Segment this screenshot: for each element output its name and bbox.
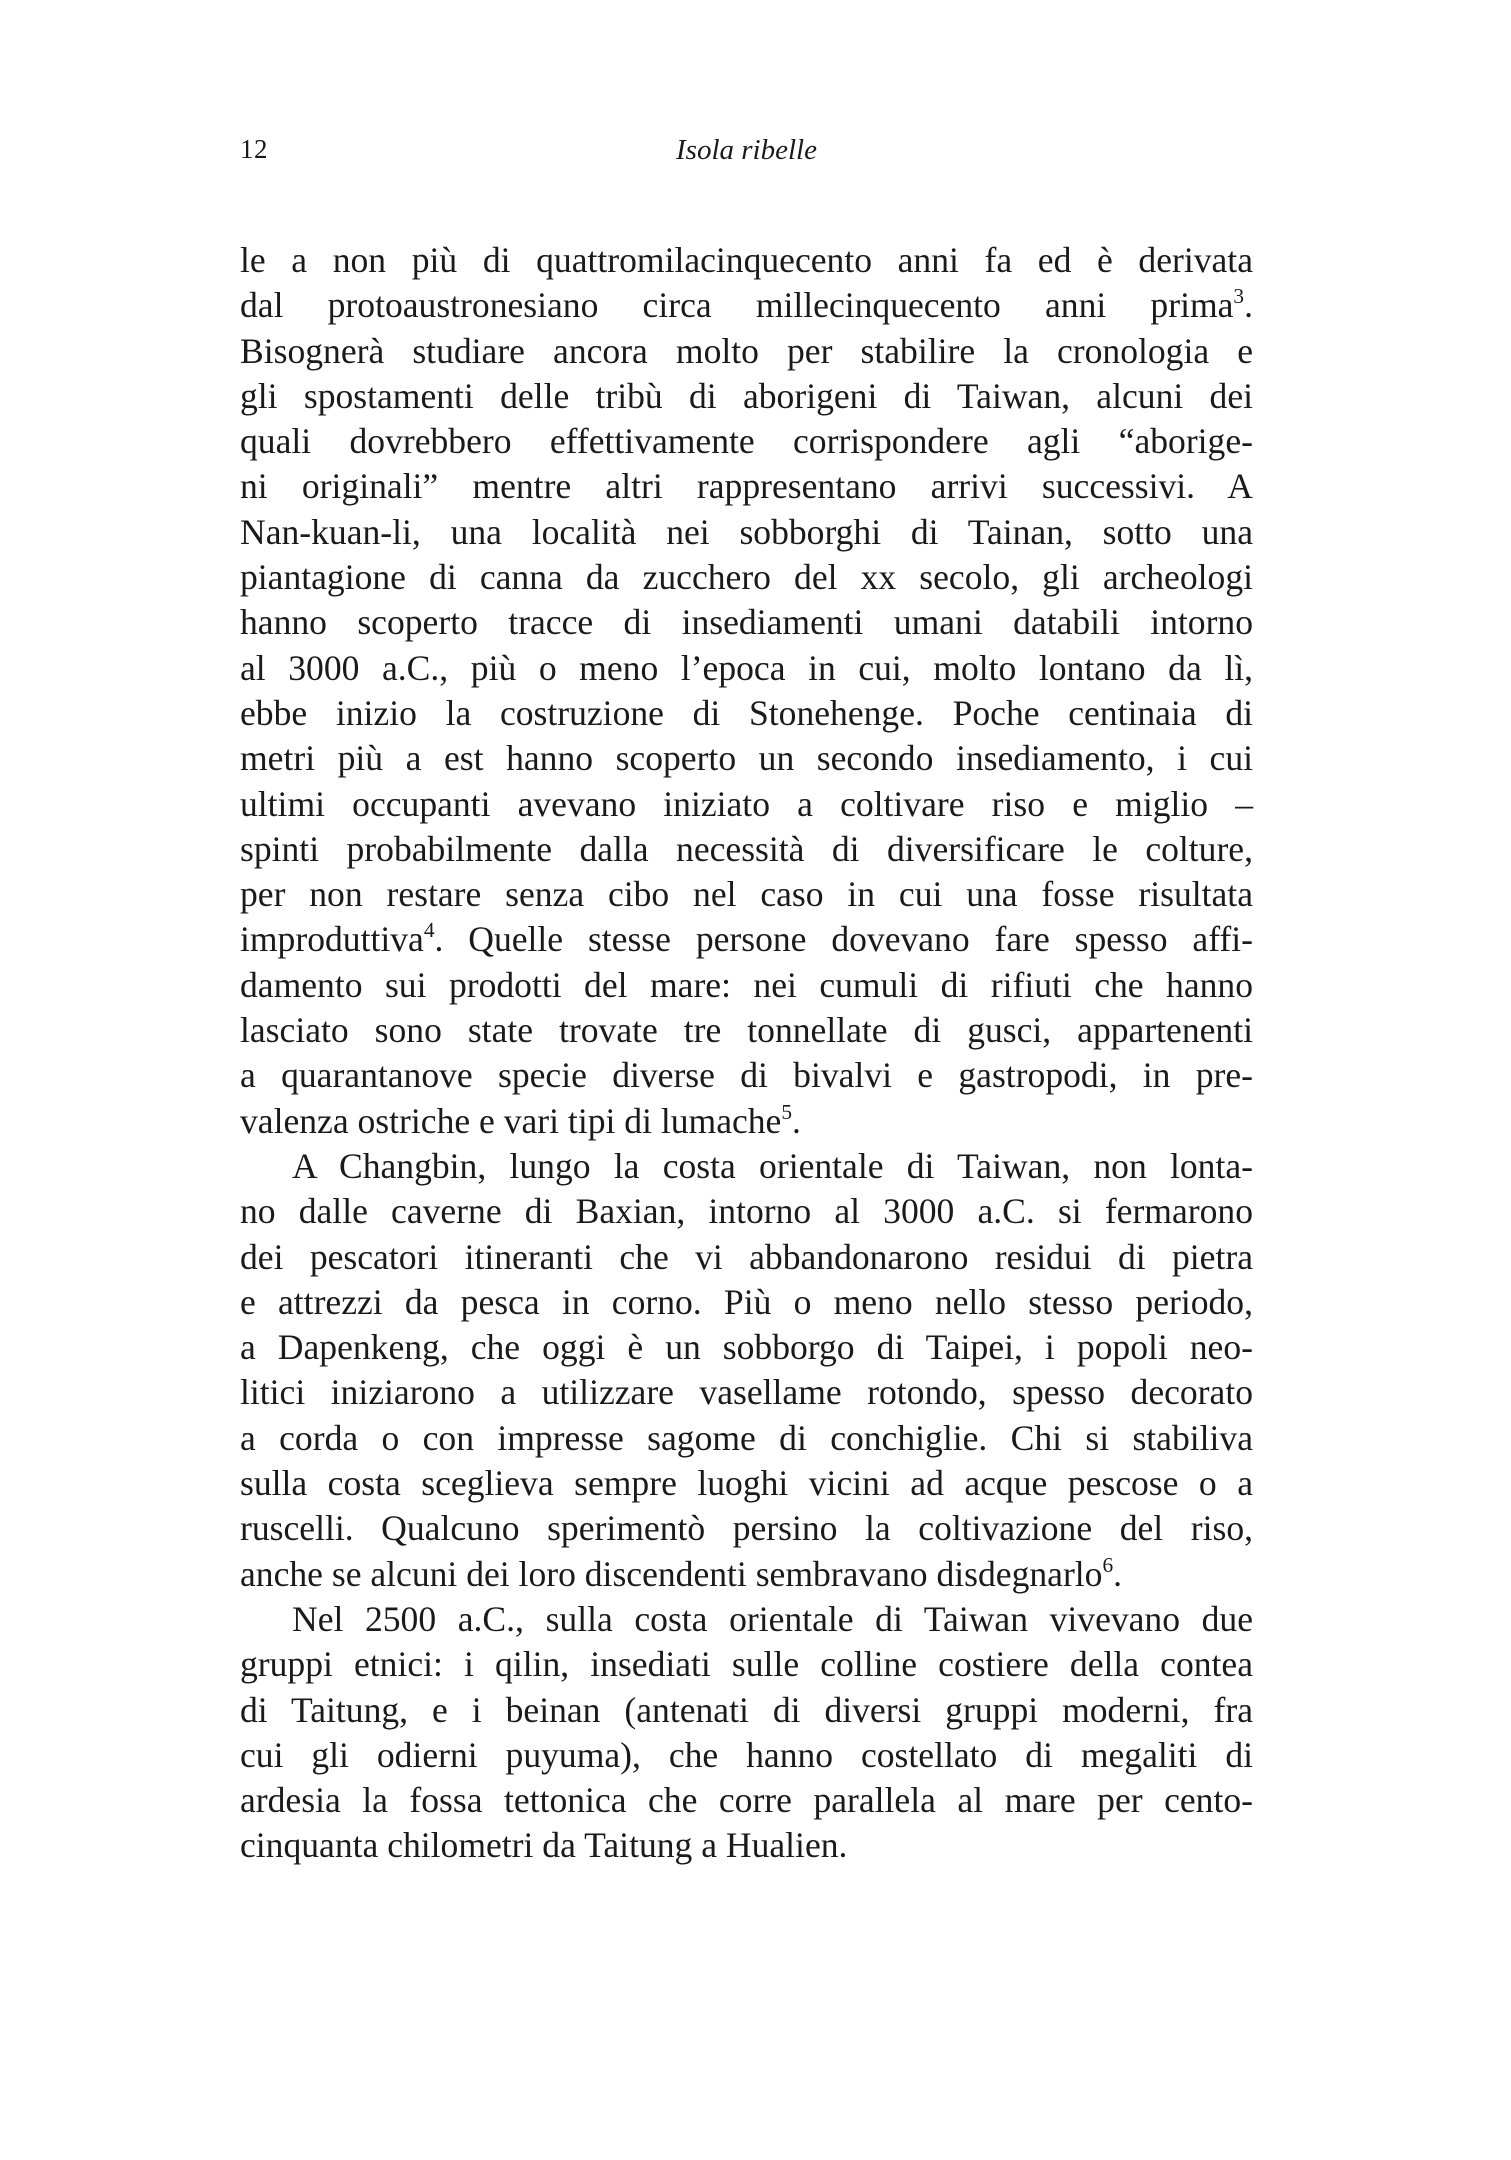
text-line xyxy=(240,1778,1253,1823)
line-text: lasciato sono state trovate tre tonnellate di gusci, appartenenti xyxy=(240,1010,1253,1051)
text-line xyxy=(240,555,1253,600)
text-line xyxy=(240,1144,1253,1189)
line-text: e attrezzi da pesca in corno. Più o meno nello stesso periodo, xyxy=(240,1281,1253,1322)
line-text: ultimi occupanti avevano iniziato a coltivare riso e miglio – xyxy=(240,783,1253,824)
text-line xyxy=(240,1325,1253,1370)
line-text: di Taitung, e i beinan (antenati di diversi gruppi moderni, fra xyxy=(240,1689,1253,1730)
text-line xyxy=(240,646,1253,691)
line-text: a Dapenkeng, che oggi è un sobborgo di Taipei, i popoli neo- xyxy=(240,1327,1253,1368)
line-text-continued: . xyxy=(1113,1553,1123,1594)
text-line xyxy=(240,1823,1253,1868)
line-text: no dalle caverne di Baxian, intorno al 3000 a.C. si fermarono xyxy=(240,1191,1253,1232)
text-line xyxy=(240,419,1253,464)
text-line xyxy=(240,1189,1253,1234)
text-line xyxy=(240,374,1253,419)
line-text: ruscelli. Qualcuno sperimentò persino la coltivazione del riso, xyxy=(240,1508,1253,1549)
text-line xyxy=(240,782,1253,827)
line-text: valenza ostriche e vari tipi di lumache xyxy=(240,1100,782,1141)
page-number: 12 xyxy=(240,134,268,164)
line-text-continued: . xyxy=(1244,285,1253,326)
footnote-marker: 5 xyxy=(781,1099,793,1124)
text-line xyxy=(240,1733,1253,1778)
line-text: dal protoaustronesiano circa millecinquecento anni prima xyxy=(240,285,1234,326)
footnote-marker: 3 xyxy=(1233,284,1245,309)
text-line xyxy=(240,1008,1253,1053)
line-text: ardesia la fossa tettonica che corre parallela al mare per cento- xyxy=(240,1780,1253,1821)
text-line xyxy=(240,917,1253,962)
text-line xyxy=(240,736,1253,781)
text-line xyxy=(240,1597,1253,1642)
text-line xyxy=(240,1370,1253,1415)
paragraph xyxy=(240,1597,1253,1869)
line-text: hanno scoperto tracce di insediamenti umani databili intorno xyxy=(240,602,1253,643)
line-text: Nan-kuan-li, una località nei sobborghi di Tainan, sotto una xyxy=(240,511,1253,552)
text-line xyxy=(240,963,1253,1008)
text-line xyxy=(240,1642,1253,1687)
line-text: improduttiva xyxy=(240,919,424,960)
line-text: al 3000 a.C., più o meno l’epoca in cui, molto lontano da lì, xyxy=(240,647,1253,688)
running-title: Isola ribelle xyxy=(676,134,817,166)
text-line xyxy=(240,1099,1253,1144)
line-text: anche se alcuni dei loro discendenti sembravano disdegnarlo xyxy=(240,1553,1103,1594)
text-line xyxy=(240,238,1253,283)
line-text-continued: . Quelle stesse persone dovevano fare spesso affi- xyxy=(434,919,1253,960)
line-text: gli spostamenti delle tribù di aborigeni di Taiwan, alcuni dei xyxy=(240,375,1253,416)
line-text: Bisognerà studiare ancora molto per stabilire la cronologia e xyxy=(240,330,1253,371)
line-text: ni originali” mentre altri rappresentano arrivi successivi. A xyxy=(240,466,1253,507)
text-line xyxy=(240,1053,1253,1098)
paragraph xyxy=(240,238,1253,1144)
line-text-continued: . xyxy=(792,1100,801,1141)
line-text: sulla costa sceglieva sempre luoghi vicini ad acque pescose o a xyxy=(240,1463,1253,1504)
text-line xyxy=(240,1688,1253,1733)
line-text: le a non più di quattromilacinquecento anni fa ed è derivata xyxy=(240,240,1253,280)
line-text: metri più a est hanno scoperto un secondo insediamento, i cui xyxy=(240,738,1253,779)
text-line xyxy=(240,464,1253,509)
text-line xyxy=(240,329,1253,374)
text-line xyxy=(240,827,1253,872)
line-text: piantagione di canna da zucchero del xx secolo, gli archeologi xyxy=(240,557,1253,598)
line-text: a corda o con impresse sagome di conchiglie. Chi si stabiliva xyxy=(240,1417,1253,1458)
text-line xyxy=(240,1235,1253,1280)
line-text: cui gli odierni puyuma), che hanno costellato di megaliti di xyxy=(240,1734,1253,1775)
page-header xyxy=(240,134,1253,178)
line-text: per non restare senza cibo nel caso in cui una fosse risultata xyxy=(240,874,1253,915)
text-line xyxy=(240,1416,1253,1461)
line-text: cinquanta chilometri da Taitung a Hualien. xyxy=(240,1825,848,1866)
text-line xyxy=(240,510,1253,555)
text-line xyxy=(240,1461,1253,1506)
text-line xyxy=(240,1552,1253,1597)
text-line xyxy=(240,1506,1253,1551)
text-line xyxy=(240,691,1253,736)
body-text xyxy=(240,238,1253,1869)
line-text: damento sui prodotti del mare: nei cumuli di rifiuti che hanno xyxy=(240,964,1253,1005)
text-line xyxy=(240,1280,1253,1325)
text-line xyxy=(240,872,1253,917)
paragraph xyxy=(240,1144,1253,1597)
line-text: Nel 2500 a.C., sulla costa orientale di Taiwan vivevano due xyxy=(292,1598,1253,1639)
footnote-marker: 6 xyxy=(1102,1552,1114,1577)
line-text: a quarantanove specie diverse di bivalvi e gastropodi, in pre- xyxy=(240,1055,1253,1096)
line-text: quali dovrebbero effettivamente corrispondere agli “aborige- xyxy=(240,421,1253,462)
text-line xyxy=(240,283,1253,328)
line-text: ebbe inizio la costruzione di Stonehenge. Poche centinaia di xyxy=(240,692,1253,733)
line-text: dei pescatori itineranti che vi abbandonarono residui di pietra xyxy=(240,1236,1253,1277)
line-text: A Changbin, lungo la costa orientale di Taiwan, non lonta- xyxy=(292,1145,1253,1186)
line-text: spinti probabilmente dalla necessità di diversificare le colture, xyxy=(240,828,1253,869)
line-text: litici iniziarono a utilizzare vasellame rotondo, spesso decorato xyxy=(240,1372,1253,1413)
line-text: gruppi etnici: i qilin, insediati sulle colline costiere della contea xyxy=(240,1644,1253,1685)
footnote-marker: 4 xyxy=(423,918,435,943)
text-line xyxy=(240,600,1253,645)
